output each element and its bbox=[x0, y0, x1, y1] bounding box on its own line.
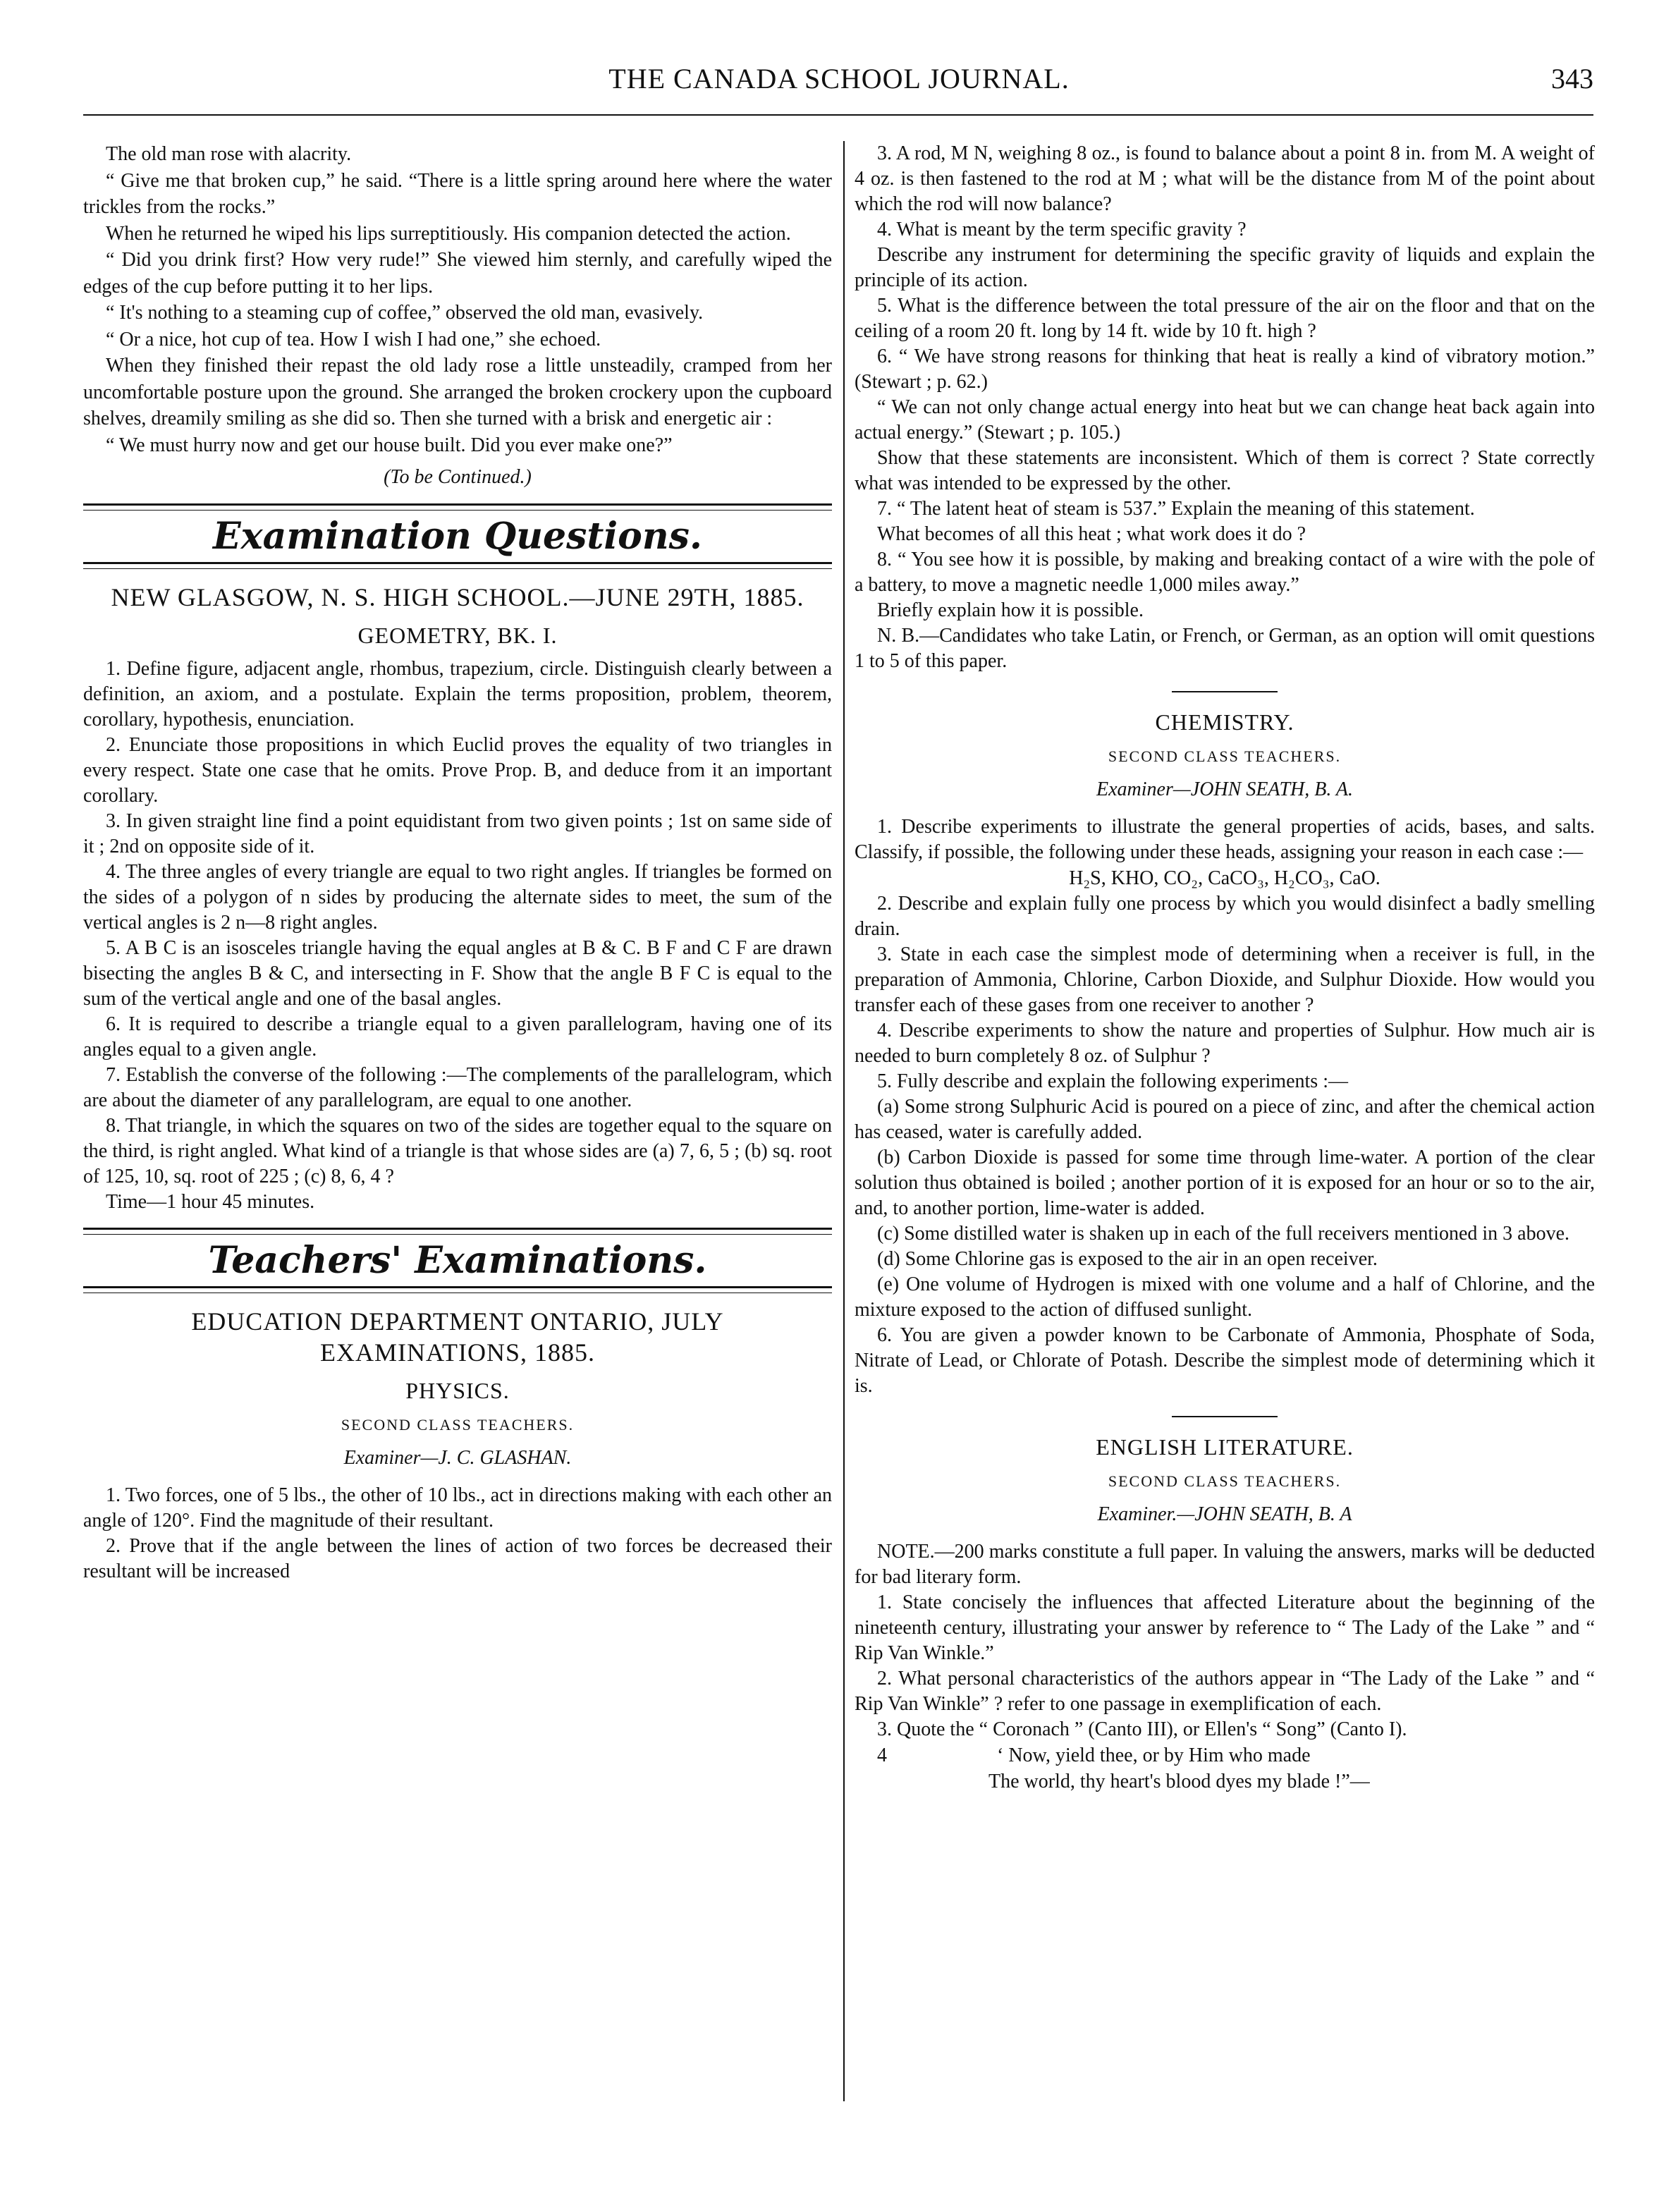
question: “ We can not only change actual energy into heat but we can change heat back again into actual energy.” (Stewart ; p. 105.) bbox=[855, 396, 1595, 444]
story-paragraph: When they finished their repast the old lady rose a little unsteadily, cramped from her uncomfortable posture upon the ground. She arranged the broken crockery upon the cupboard shelves, dreamily smiling as she did so. Then she turned with a brisk and energetic air : bbox=[83, 355, 832, 429]
section-rule bbox=[83, 503, 832, 511]
question: 7. “ The latent heat of steam is 537.” Explain the meaning of this statement. bbox=[877, 498, 1475, 520]
note: N. B.—Candidates who take Latin, or French, or German, as an option will omit questions 1 to 5 of this paper. bbox=[855, 625, 1595, 672]
journal-title: THE CANADA SCHOOL JOURNAL. bbox=[608, 63, 1070, 94]
subject-heading: CHEMISTRY. bbox=[1155, 709, 1294, 735]
question: 4. The three angles of every triangle are equal to two right angles. If triangles be formed on the sides of a polygon of n sides by producing the alternate sides to meet, the sum of the vertical angles is 2 n—8 right angles. bbox=[83, 860, 832, 934]
subject-heading: GEOMETRY, BK. I. bbox=[357, 623, 558, 648]
school-heading: NEW GLASGOW, N. S. HIGH SCHOOL.—JUNE 29TH, 1885. bbox=[111, 583, 804, 611]
question: 4. Describe experiments to show the nature and properties of Sulphur. How much air is needed to burn completely 8 oz. of Sulphur ? bbox=[855, 1020, 1595, 1067]
header-rule bbox=[83, 114, 1593, 116]
poem-line: The world, thy heart's blood dyes my blade !”— bbox=[988, 1771, 1370, 1792]
question: 6. It is required to describe a triangle equal to a given parallelogram, having one of its angles equal to a given angle. bbox=[83, 1013, 832, 1061]
question: 3. A rod, M N, weighing 8 oz., is found to balance about a point 8 in. from M. A weight of 4 oz. is then fastened to the rod at M ; what will be the distance from M of the point about which the rod will now balance? bbox=[855, 142, 1595, 215]
question: 5. A B C is an isosceles triangle having the equal angles at B & C. B F and C F are drawn bisecting the angles B & C, and intersecting in F. Show that the angle B F C is equal to the sum of the vertical angle and one of the basal angles. bbox=[83, 936, 832, 1010]
poem-line: ‘ Now, yield thee, or by Him who made bbox=[997, 1744, 1311, 1766]
chemistry-section bbox=[855, 709, 1595, 1399]
section-rule bbox=[83, 562, 832, 569]
section-heading: Examination Questions. bbox=[212, 514, 703, 558]
question: 3. State in each case the simplest mode of determining when a receiver is full, in the preparation of Ammonia, Chlorine, Carbon Dioxide, and Sulphur Dioxide. How would you transfer each of these gases from one receiver to another ? bbox=[855, 943, 1595, 1016]
story-paragraph: “ Or a nice, hot cup of tea. How I wish I had one,” she echoed. bbox=[106, 328, 601, 350]
teachers-exams-section bbox=[83, 1238, 832, 1584]
page-number: 343 bbox=[1551, 63, 1593, 94]
question-number: 4 bbox=[877, 1744, 887, 1766]
story-paragraph: “ We must hurry now and get our house built. Did you ever make one?” bbox=[106, 434, 673, 456]
section-divider bbox=[1172, 1416, 1278, 1417]
examiner-line: Examiner.—JOHN SEATH, B. A bbox=[1097, 1503, 1352, 1525]
poem-quote bbox=[855, 1742, 1595, 1795]
section-rule bbox=[83, 1286, 832, 1293]
exam-questions-section bbox=[83, 514, 832, 1215]
masthead bbox=[85, 62, 1593, 104]
story-paragraph: “ Did you drink first? How very rude!” She viewed him sternly, and carefully wiped the edges of the cup before putting it to her lips. bbox=[83, 249, 832, 298]
physics-continued bbox=[855, 141, 1595, 674]
question: 1. Two forces, one of 5 lbs., the other of 10 lbs., act in directions making with each other an angle of 120°. Find the magnitude of their resultant. bbox=[83, 1484, 832, 1532]
column-divider bbox=[843, 141, 845, 2101]
question: 6. “ We have strong reasons for thinking that heat is really a kind of vibratory motion.” (Stewart ; p. 62.) bbox=[855, 346, 1595, 393]
class-label: SECOND CLASS TEACHERS. bbox=[341, 1415, 575, 1434]
class-label: SECOND CLASS TEACHERS. bbox=[1108, 747, 1342, 765]
question: 1. Describe experiments to illustrate the general properties of acids, bases, and salts. Classify, if possible, the following under these heads, assigning your reason in each case :— bbox=[855, 815, 1595, 863]
question: (c) Some distilled water is shaken up in each of the full receivers mentioned in 3 above. bbox=[877, 1223, 1570, 1245]
question: 2. Prove that if the angle between the lines of action of two forces be decreased their resultant will be increased bbox=[83, 1534, 832, 1582]
question: What becomes of all this heat ; what work does it do ? bbox=[877, 523, 1306, 545]
department-heading: EDUCATION DEPARTMENT ONTARIO, JULY EXAMINATIONS, 1885. bbox=[191, 1307, 724, 1367]
english-literature-section bbox=[855, 1434, 1595, 1795]
note: NOTE.—200 marks constitute a full paper. In valuing the answers, marks will be deducted for bad literary form. bbox=[855, 1540, 1595, 1588]
question: 7. Establish the converse of the following :—The complements of the parallelogram, which are about the diameter of any parallelogram, are equal to one another. bbox=[83, 1063, 832, 1111]
question: 5. Fully describe and explain the following experiments :— bbox=[877, 1070, 1348, 1092]
question: 2. What personal characteristics of the authors appear in “The Lady of the Lake ” and “ Rip Van Winkle” ? refer to one passage in exemplification of each. bbox=[855, 1667, 1595, 1715]
story-paragraph: “ Give me that broken cup,” he said. “There is a little spring around here where the water trickles from the rocks.” bbox=[83, 169, 832, 218]
time-allowed: Time—1 hour 45 minutes. bbox=[106, 1190, 315, 1213]
chemical-formulas: H₂S, KHO, CO₂, CaCO₃, H₂CO₃, CaO. bbox=[1069, 867, 1381, 889]
story-section bbox=[83, 141, 832, 491]
question: (b) Carbon Dioxide is passed for some time through lime-water. A portion of the clear solution thus obtained is boiled ; another portion of it is exposed for an hour or so to the air, and, to another portion, lime-water is added. bbox=[855, 1147, 1595, 1219]
question: Show that these statements are inconsistent. Which of them is correct ? State correctly what was intended to be expressed by the other. bbox=[855, 447, 1595, 494]
question: (d) Some Chlorine gas is exposed to the air in an open receiver. bbox=[877, 1248, 1378, 1270]
question: 6. You are given a powder known to be Carbonate of Ammonia, Phosphate of Soda, Nitrate of Lead, or Chlorate of Potash. Describe the simplest mode of determining which it is. bbox=[855, 1324, 1595, 1397]
question: 1. Define figure, adjacent angle, rhombus, trapezium, circle. Distinguish clearly between a definition, an axiom, and a postulate. Explain the terms proposition, problem, theorem, corollary, hypothesis, enunciation. bbox=[83, 657, 832, 731]
subject-heading: PHYSICS. bbox=[405, 1378, 510, 1403]
section-divider bbox=[1172, 691, 1278, 692]
question: (a) Some strong Sulphuric Acid is poured on a piece of zinc, and after the chemical action has ceased, water is carefully added. bbox=[855, 1096, 1595, 1143]
question: 8. That triangle, in which the squares on two of the sides are together equal to the square on the third, is right angled. What kind of a triangle is that whose sides are (a) 7, 6, 5 ; (b) sq. root of 125, 10, sq. root of 225 ; (c) 8, 6, 4 ? bbox=[83, 1114, 832, 1187]
question: (e) One volume of Hydrogen is mixed with one volume and a half of Chlorine, and the mixture exposed to the action of diffused sunlight. bbox=[855, 1273, 1595, 1321]
question: 5. What is the difference between the total pressure of the air on the floor and that on the ceiling of a room 20 ft. long by 14 ft. wide by 10 ft. high ? bbox=[855, 295, 1595, 342]
section-heading: Teachers' Examinations. bbox=[208, 1238, 707, 1282]
class-label: SECOND CLASS TEACHERS. bbox=[1108, 1472, 1342, 1490]
question: 2. Describe and explain fully one process by which you would disinfect a badly smelling drain. bbox=[855, 893, 1595, 940]
question: Describe any instrument for determining the specific gravity of liquids and explain the principle of its action. bbox=[855, 244, 1595, 291]
story-paragraph: “ It's nothing to a steaming cup of coffee,” observed the old man, evasively. bbox=[106, 302, 704, 324]
question: 3. In given straight line find a point equidistant from two given points ; 1st on same side of it ; 2nd on opposite side of it. bbox=[83, 809, 832, 857]
question: 3. Quote the “ Coronach ” (Canto III), or Ellen's “ Song” (Canto I). bbox=[877, 1718, 1407, 1740]
right-column bbox=[855, 141, 1595, 1795]
story-paragraph: When he returned he wiped his lips surreptitiously. His companion detected the action. bbox=[106, 222, 791, 245]
section-rule bbox=[83, 1228, 832, 1235]
subject-heading: ENGLISH LITERATURE. bbox=[1096, 1434, 1354, 1460]
examiner-line: Examiner—JOHN SEATH, B. A. bbox=[1096, 778, 1353, 800]
question: 8. “ You see how it is possible, by making and breaking contact of a wire with the pole of a battery, to move a magnetic needle 1,000 miles away.” bbox=[855, 549, 1595, 596]
question: Briefly explain how it is possible. bbox=[877, 599, 1144, 621]
question: 2. Enunciate those propositions in which Euclid proves the equality of two triangles in every respect. State one case that he omits. Prove Prop. B, and deduce from it an important corollary. bbox=[83, 733, 832, 807]
left-column bbox=[83, 141, 832, 1584]
story-paragraph: The old man rose with alacrity. bbox=[106, 143, 352, 165]
examiner-line: Examiner—J. C. GLASHAN. bbox=[343, 1447, 572, 1469]
to-be-continued: (To be Continued.) bbox=[384, 466, 532, 488]
question: 1. State concisely the influences that affected Literature about the beginning of the nineteenth century, illustrating your answer by reference to “ The Lady of the Lake ” and “ Rip Van Winkle.” bbox=[855, 1591, 1595, 1664]
question: 4. What is meant by the term specific gravity ? bbox=[877, 219, 1247, 240]
